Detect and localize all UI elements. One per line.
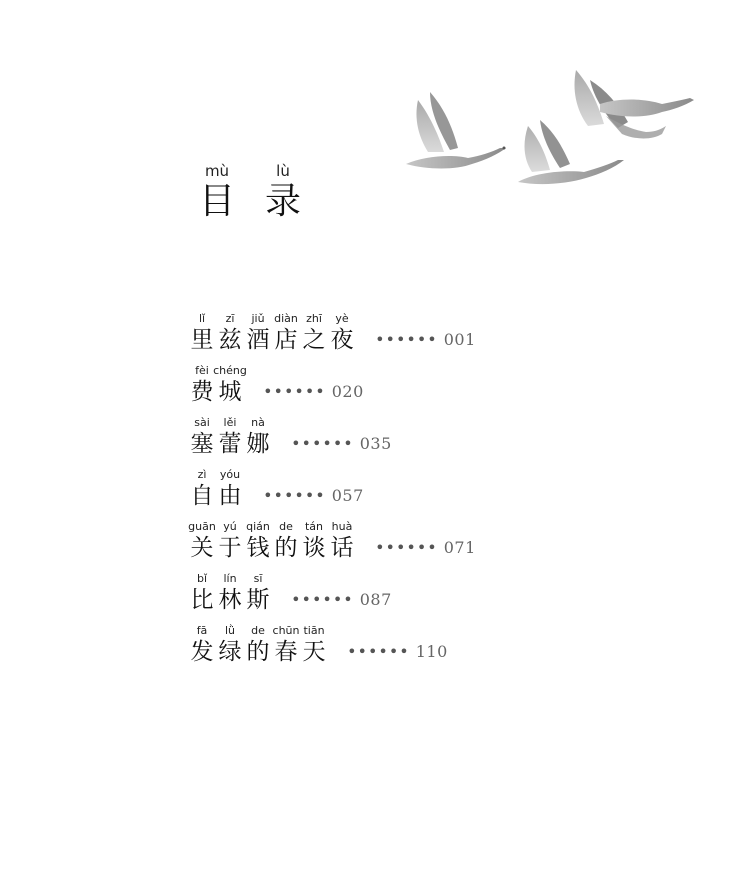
entry-pinyin: yè: [335, 312, 349, 325]
entry-pinyin: tán: [304, 520, 324, 533]
page-number: 035: [359, 434, 392, 453]
entry-char: [244, 416, 272, 458]
entry-pinyin: chéng: [213, 364, 247, 377]
goose-left-icon: [406, 92, 506, 169]
entry-hanzi: 之: [302, 327, 326, 353]
toc-entry[interactable]: [188, 624, 448, 672]
title-pinyin: mù: [204, 162, 230, 180]
entry-pinyin: yóu: [219, 468, 241, 481]
entry-pinyin: nà: [251, 416, 265, 429]
entry-hanzi: 费: [190, 379, 214, 405]
goose-middle-icon: [518, 120, 624, 184]
entry-pinyin: zī: [225, 312, 235, 325]
entry-char: [213, 364, 247, 406]
entry-hanzi: 里: [190, 327, 214, 353]
title-hanzi: 录: [264, 181, 301, 222]
entry-hanzi: 夜: [330, 327, 354, 353]
entry-pinyin: tiān: [303, 624, 325, 637]
entry-hanzi: 的: [246, 639, 270, 665]
entry-pinyin: yú: [223, 520, 237, 533]
entry-pinyin: de: [279, 520, 293, 533]
entry-hanzi: 塞: [190, 431, 214, 457]
leader-dots: ••••••: [263, 486, 326, 505]
toc-entry[interactable]: [188, 520, 476, 568]
entry-hanzi: 绿: [218, 639, 242, 665]
leader-dots: ••••••: [291, 434, 354, 453]
toc-entry[interactable]: [188, 468, 364, 516]
title-hanzi: 目: [198, 181, 235, 222]
entry-pinyin: fèi: [195, 364, 209, 377]
title-pinyin: lù: [276, 162, 290, 180]
entry-hanzi: 钱: [246, 535, 270, 561]
entry-hanzi: 娜: [246, 431, 270, 457]
entry-hanzi: 的: [274, 535, 298, 561]
flying-geese-illustration: [400, 60, 700, 195]
entry-hanzi: 林: [218, 587, 242, 613]
page-number: 001: [443, 330, 476, 349]
entry-pinyin: jiǔ: [251, 312, 265, 325]
entry-hanzi: 比: [190, 587, 214, 613]
page-number: 110: [415, 642, 448, 661]
entry-leader: [291, 434, 392, 454]
entry-pinyin: huà: [331, 520, 353, 533]
entry-leader: [375, 330, 476, 350]
entry-leader: [263, 382, 364, 402]
leader-dots: ••••••: [347, 642, 410, 661]
entry-hanzi: 关: [190, 535, 214, 561]
entry-hanzi: 天: [302, 639, 326, 665]
entry-pinyin: diàn: [274, 312, 298, 325]
entry-hanzi: 城: [218, 379, 242, 405]
entry-pinyin: chūn: [272, 624, 300, 637]
entry-leader: [347, 642, 448, 662]
entry-hanzi: 兹: [218, 327, 242, 353]
entry-hanzi: 蕾: [218, 431, 242, 457]
entry-leader: [263, 486, 364, 506]
entry-pinyin: sài: [194, 416, 210, 429]
entry-pinyin: qián: [246, 520, 270, 533]
toc-entry[interactable]: [188, 364, 364, 412]
toc-entry[interactable]: [188, 572, 392, 620]
entry-char: [328, 520, 356, 562]
leader-dots: ••••••: [291, 590, 354, 609]
entry-pinyin: lǐ: [198, 312, 206, 325]
entry-hanzi: 发: [190, 639, 214, 665]
toc-entry[interactable]: [188, 416, 392, 464]
entry-char: [244, 572, 272, 614]
entry-hanzi: 斯: [246, 587, 270, 613]
entry-char: [300, 624, 328, 666]
entry-pinyin: bǐ: [196, 572, 208, 585]
entry-pinyin: guān: [188, 520, 216, 533]
entry-pinyin: sī: [253, 572, 263, 585]
entry-char: [328, 312, 356, 354]
entry-hanzi: 谈: [302, 535, 326, 561]
entry-pinyin: zì: [197, 468, 207, 481]
entry-pinyin: de: [251, 624, 265, 637]
entry-pinyin: lǜ: [224, 624, 236, 637]
entry-hanzi: 酒: [246, 327, 270, 353]
entry-hanzi: 店: [274, 327, 298, 353]
leader-dots: ••••••: [263, 382, 326, 401]
entry-leader: [291, 590, 392, 610]
entry-hanzi: 话: [330, 535, 354, 561]
entry-hanzi: 自: [190, 483, 214, 509]
toc-entry[interactable]: [188, 312, 476, 360]
entry-pinyin: lěi: [223, 416, 237, 429]
leader-dots: ••••••: [375, 330, 438, 349]
leader-dots: ••••••: [375, 538, 438, 557]
title-char-1: [195, 162, 239, 222]
entry-pinyin: lín: [223, 572, 237, 585]
entry-hanzi: 由: [218, 483, 242, 509]
entry-char: [216, 468, 244, 510]
page-number: 020: [331, 382, 364, 401]
entry-leader: [375, 538, 476, 558]
entry-hanzi: 于: [218, 535, 242, 561]
entry-hanzi: 春: [274, 639, 298, 665]
page-number: 087: [359, 590, 392, 609]
entry-pinyin: fā: [196, 624, 208, 637]
page-number: 071: [443, 538, 476, 557]
title-char-2: [261, 162, 305, 222]
page-number: 057: [331, 486, 364, 505]
entry-pinyin: zhī: [306, 312, 322, 325]
goose-right-icon: [575, 70, 695, 139]
